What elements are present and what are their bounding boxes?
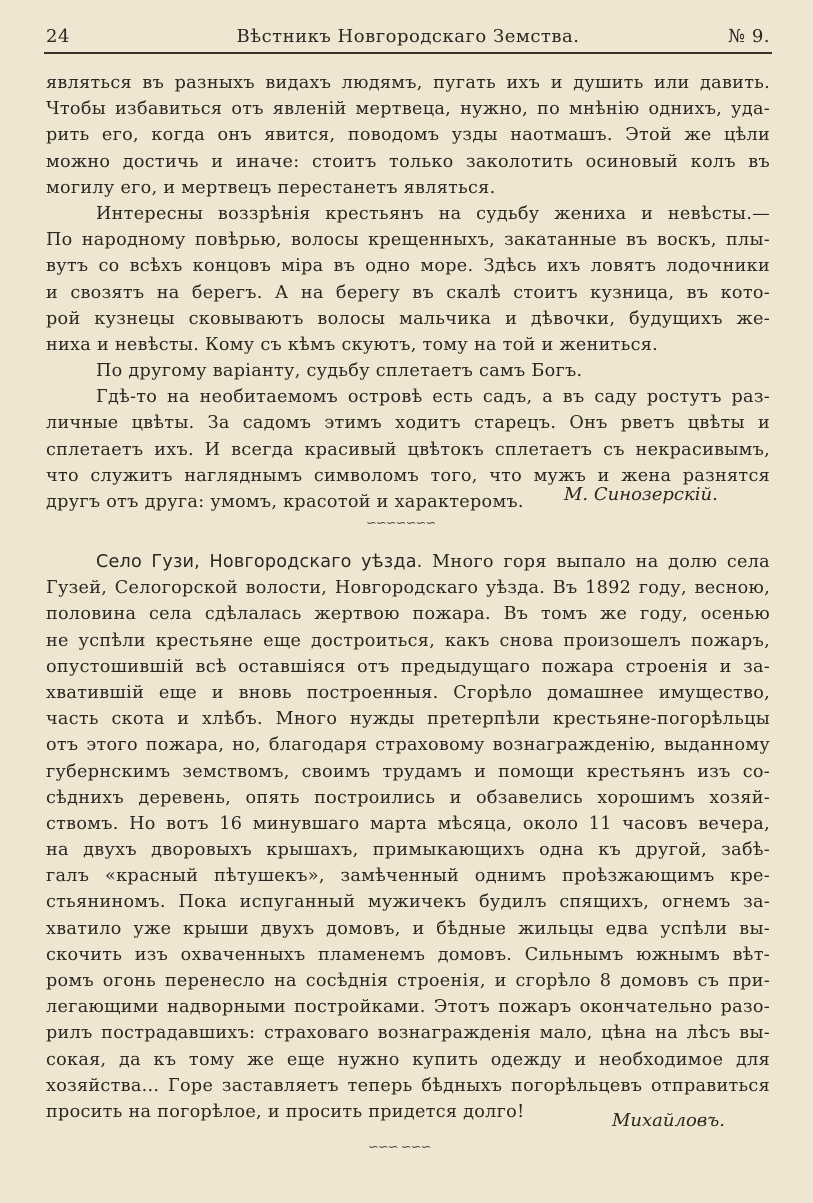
text-line: половина села сдѣлалась жертвою пожара. Въ томъ же году, осенью	[46, 604, 770, 625]
text-line: что служитъ нагляднымъ символомъ того, что мужъ и жена разнятся	[46, 465, 770, 486]
article-2-body	[46, 549, 770, 1125]
signature-mikhailov: Михайловъ.	[612, 1110, 725, 1131]
text-line: стьяниномъ. Пока испуганный мужичекъ будилъ спящихъ, огнемъ за-	[46, 892, 770, 913]
issue-number: № 9.	[728, 26, 770, 47]
text-line: ствомъ. Но вотъ 16 минувшаго марта мѣсяца, около 11 часовъ вечера,	[46, 813, 770, 834]
text-line: сплетаетъ ихъ. И всегда красивый цвѣтокъ сплетаетъ съ некрасивымъ,	[46, 439, 770, 460]
text-line: хватило уже крыши двухъ домовъ, и бѣдные жильцы едва успѣли вы-	[46, 918, 770, 939]
text-line: хозяйства... Горе заставляетъ теперь бѣдныхъ погорѣльцевъ отправиться	[46, 1075, 770, 1096]
text-line: другъ отъ друга: умомъ, красотой и характеромъ.	[46, 492, 524, 512]
text-line: рилъ пострадавшихъ: страховаго вознагражденія мало, цѣна на лѣсъ вы-	[46, 1023, 770, 1044]
signature-sinozersky: М. Синозерскій.	[564, 484, 718, 505]
text-line: опустошившій всѣ оставшіяся отъ предыдущаго пожара строенія и за-	[46, 656, 770, 677]
header-rule	[44, 52, 772, 54]
text-line: вутъ со всѣхъ концовъ міра въ одно море. Здѣсь ихъ ловятъ лодочники	[46, 256, 770, 277]
text-line: являться въ разныхъ видахъ людямъ, пугать ихъ и душить или давить.	[46, 73, 770, 93]
text-line: можно достичь и иначе: стоитъ только заколотить осиновый колъ въ	[46, 151, 770, 172]
text-line: сѣднихъ деревень, опять построились и обзавелись хорошимъ хозяй-	[46, 787, 770, 808]
text-line: хватившій еще и вновь построенныя. Сгорѣло домашнее имущество,	[46, 682, 770, 703]
text-line: ниха и невѣсты. Кому съ кѣмъ скуютъ, тому на той и жениться.	[46, 334, 659, 355]
ornament-divider: ∽∽∽∽∽∽∽	[366, 516, 436, 531]
text-line: По народному повѣрью, волосы крещенныхъ, закатанные въ воскъ, плы-	[46, 230, 770, 251]
journal-title: Вѣстникъ Новгородскаго Земства.	[236, 26, 580, 47]
text-line: Чтобы избавиться отъ явленій мертвеца, нужно, по мнѣнію однихъ, уда-	[46, 99, 770, 120]
text-line: часть скота и хлѣбъ. Много нужды претерпѣли крестьяне-погорѣльцы	[46, 709, 770, 730]
text-line: рой кузнецы сковываютъ волосы мальчика и дѣвочки, будущихъ же-	[46, 308, 770, 329]
ornament-divider-end: ∽∽∽ ∽∽∽	[368, 1140, 431, 1155]
page-header	[46, 26, 770, 48]
text-line: просить на погорѣлое, и просить придется долго!	[46, 1101, 525, 1122]
article-2-lead: Село Гузи, Новгородскаго уѣзда.	[96, 552, 423, 572]
text-line: могилу его, и мертвецъ перестанетъ являться.	[46, 177, 496, 198]
text-line: на двухъ дворовыхъ крышахъ, примыкающихъ одна къ другой, забѣ-	[46, 840, 770, 861]
text-line: Интересны воззрѣнія крестьянъ на судьбу жениха и невѣсты.—	[96, 203, 770, 224]
article-2-first-line: Много горя выпало на долю села	[432, 552, 770, 572]
text-line: личные цвѣты. За садомъ этимъ ходитъ старецъ. Онъ рветъ цвѣты и	[46, 413, 770, 434]
text-line: и свозятъ на берегъ. А на берегу въ скалѣ стоитъ кузница, въ кото-	[46, 282, 770, 303]
text-line: губернскимъ земствомъ, своимъ трудамъ и помощи крестьянъ изъ со-	[46, 761, 770, 782]
article-1-body	[46, 70, 770, 515]
text-line: Гдѣ-то на необитаемомъ островѣ есть садъ, а въ саду ростутъ раз-	[96, 387, 770, 408]
text-line	[46, 549, 770, 575]
text-line: сокая, да къ тому же еще нужно купить одежду и необходимое для	[46, 1049, 770, 1070]
text-line: По другому варіанту, судьбу сплетаетъ самъ Богъ.	[96, 361, 583, 382]
text-line: Гузей, Селогорской волости, Новгородскаго уѣзда. Въ 1892 году, весною,	[46, 578, 770, 599]
text-line: ромъ огонь перенесло на сосѣднія строенія, и сгорѣло 8 домовъ съ при-	[46, 971, 770, 991]
text-line: галъ «красный пѣтушекъ», замѣченный однимъ проѣзжающимъ кре-	[46, 866, 770, 887]
text-line: не успѣли крестьяне еще достроиться, какъ снова произошелъ пожаръ,	[46, 630, 770, 651]
text-line: отъ этого пожара, но, благодаря страховому вознагражденію, выданному	[46, 735, 770, 756]
page-number: 24	[46, 26, 70, 47]
text-line: рить его, когда онъ явится, поводомъ узды наотмашъ. Этой же цѣли	[46, 125, 770, 146]
text-line: скочить изъ охваченныхъ пламенемъ домовъ. Сильнымъ южнымъ вѣт-	[46, 944, 770, 965]
text-line: легающими надворными постройками. Этотъ пожаръ окончательно разо-	[46, 997, 770, 1018]
